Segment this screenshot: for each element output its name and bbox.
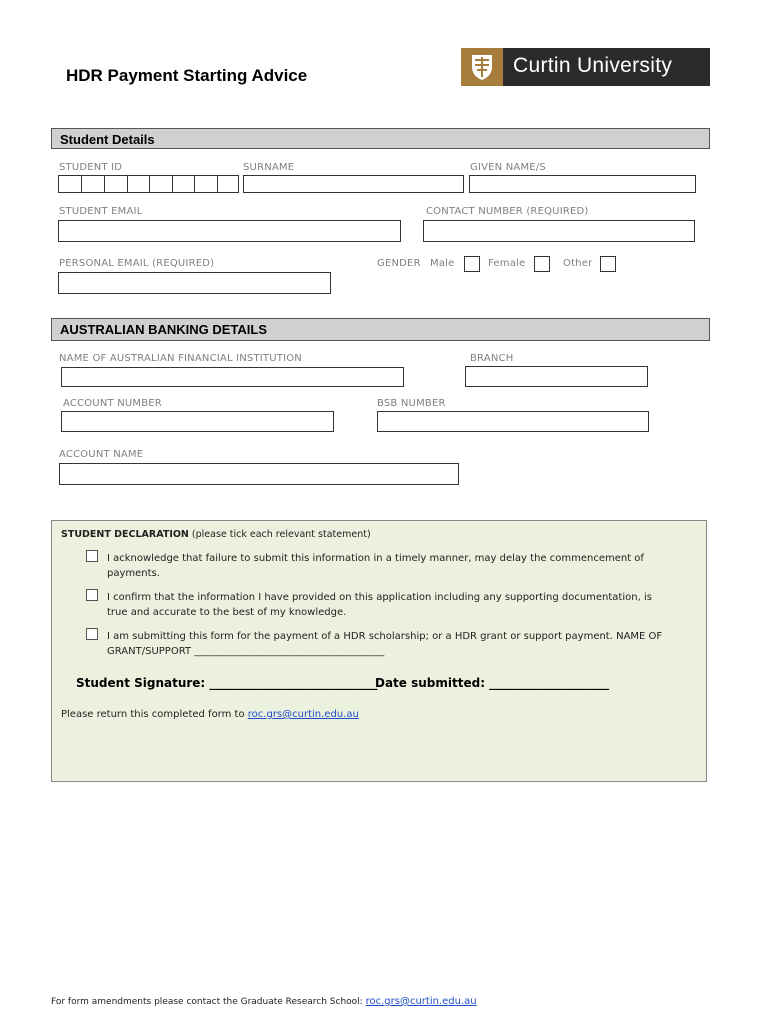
- date-submitted-line[interactable]: Date submitted: ____________________: [375, 676, 610, 690]
- declaration-item-2: [107, 590, 652, 620]
- declaration-item-1-line-1: I acknowledge that failure to submit this information in a timely manner, may delay the commencement of: [107, 553, 644, 564]
- account-name-label: ACCOUNT NAME: [59, 449, 144, 460]
- personal-email-field[interactable]: [58, 272, 331, 294]
- logo-text: Curtin University: [513, 54, 673, 77]
- contact-number-field[interactable]: [423, 220, 695, 242]
- branch-label: BRANCH: [470, 353, 514, 364]
- return-instruction: [61, 707, 359, 722]
- page-title: HDR Payment Starting Advice: [66, 66, 308, 85]
- student-id-field[interactable]: [58, 175, 239, 193]
- student-id-label: STUDENT ID: [59, 162, 123, 173]
- declaration-item-1: [107, 551, 644, 581]
- gender-female-label: Female: [488, 258, 526, 269]
- bsb-label: BSB NUMBER: [377, 398, 446, 409]
- declaration-item-3: [107, 629, 662, 659]
- student-email-field[interactable]: [58, 220, 401, 242]
- declaration-heading-line: [61, 527, 371, 542]
- declaration-item-1-line-2: payments.: [107, 568, 160, 579]
- declaration-item-2-line-1: I confirm that the information I have provided on this application including any supporting documentation, is: [107, 592, 652, 603]
- given-names-field[interactable]: [469, 175, 696, 193]
- declaration-note: (please tick each relevant statement): [191, 529, 371, 540]
- account-number-field[interactable]: [61, 411, 334, 432]
- crest-icon: [461, 48, 503, 86]
- footer: [51, 996, 477, 1007]
- gender-male-label: Male: [430, 258, 455, 269]
- given-names-label: GIVEN NAME/S: [470, 162, 546, 173]
- student-details-heading: Student Details: [51, 128, 710, 149]
- declaration-item-3-line-2: GRANT/SUPPORT ______________________________________: [107, 646, 385, 657]
- gender-other-label: Other: [563, 258, 593, 269]
- personal-email-label: PERSONAL EMAIL (REQUIRED): [59, 258, 215, 269]
- declaration-item-2-line-2: true and accurate to the best of my knowledge.: [107, 607, 347, 618]
- surname-field[interactable]: [243, 175, 464, 193]
- footer-email-link[interactable]: roc.grs@curtin.edu.au: [365, 996, 477, 1007]
- student-signature-line[interactable]: Student Signature: ____________________________: [76, 676, 378, 690]
- footer-text: For form amendments please contact the Graduate Research School:: [51, 997, 363, 1007]
- declaration-panel: [51, 520, 707, 782]
- gender-other-checkbox[interactable]: [600, 256, 616, 272]
- return-email-link[interactable]: roc.grs@curtin.edu.au: [247, 709, 359, 720]
- declaration-checkbox-2[interactable]: [86, 589, 98, 601]
- banking-heading: AUSTRALIAN BANKING DETAILS: [51, 318, 710, 341]
- gender-label: GENDER: [377, 258, 421, 269]
- student-email-label: STUDENT EMAIL: [59, 206, 143, 217]
- account-number-label: ACCOUNT NUMBER: [63, 398, 162, 409]
- bsb-field[interactable]: [377, 411, 649, 432]
- gender-male-checkbox[interactable]: [464, 256, 480, 272]
- curtin-logo: [461, 48, 710, 86]
- account-name-field[interactable]: [59, 463, 459, 485]
- institution-field[interactable]: [61, 367, 404, 387]
- declaration-heading: STUDENT DECLARATION: [61, 529, 189, 540]
- declaration-checkbox-3[interactable]: [86, 628, 98, 640]
- return-text: Please return this completed form to: [61, 709, 245, 720]
- declaration-item-3-line-1: I am submitting this form for the payment of a HDR scholarship; or a HDR grant or support payment. NAME OF: [107, 631, 663, 642]
- gender-female-checkbox[interactable]: [534, 256, 550, 272]
- institution-label: NAME OF AUSTRALIAN FINANCIAL INSTITUTION: [59, 353, 302, 364]
- surname-label: SURNAME: [243, 162, 295, 173]
- branch-field[interactable]: [465, 366, 648, 387]
- contact-number-label: CONTACT NUMBER (REQUIRED): [426, 206, 589, 217]
- declaration-checkbox-1[interactable]: [86, 550, 98, 562]
